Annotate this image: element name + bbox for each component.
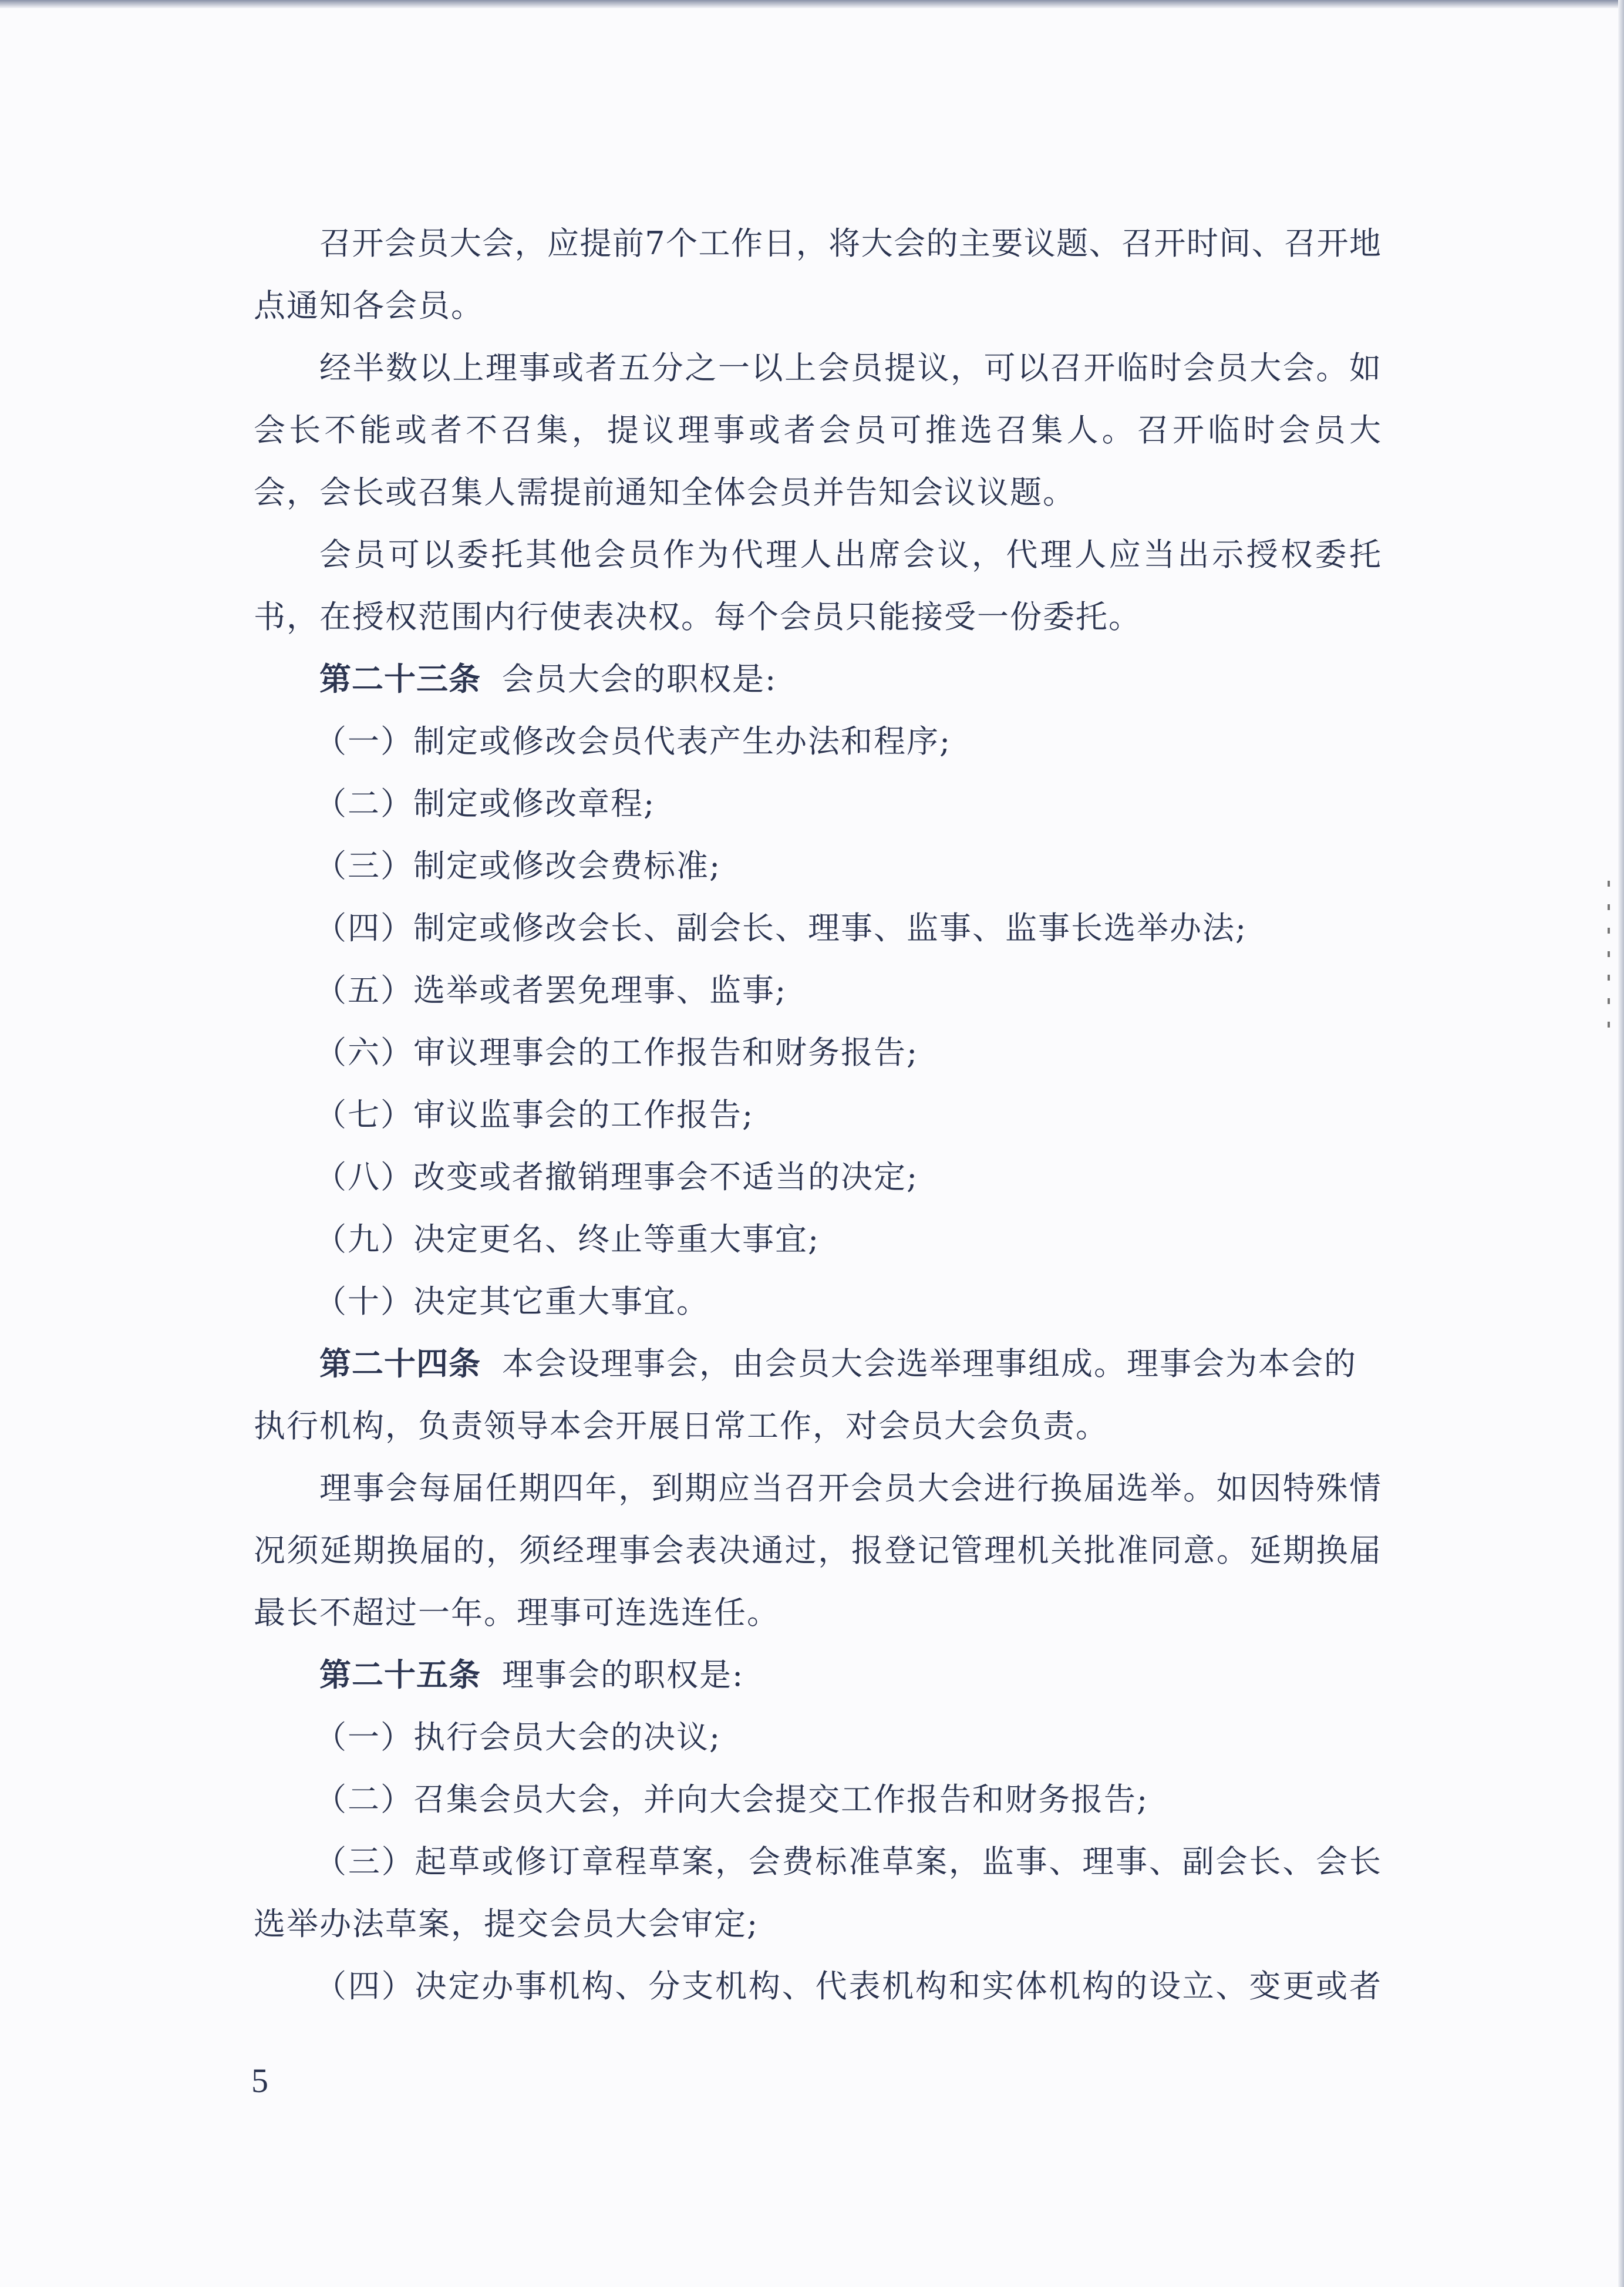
text-line bbox=[254, 1582, 1381, 1644]
article-line bbox=[254, 1644, 1381, 1706]
line-text: （八）改变或者撤销理事会不适当的决定; bbox=[315, 1158, 919, 1195]
list-item-line: （三）起草或修订章程草案，会费标准草案，监事、理事、副会长、会长 bbox=[315, 1843, 1381, 1880]
list-item-line bbox=[254, 1084, 1381, 1146]
line-text: 点通知各会员。 bbox=[254, 287, 484, 324]
line-text: （三）制定或修改会费标准; bbox=[315, 847, 722, 884]
line-text: （十）决定其它重大事宜。 bbox=[315, 1283, 709, 1320]
list-item-line: （四）决定办事机构、分支机构、代表机构和实体机构的设立、变更或者 bbox=[315, 1968, 1381, 2005]
article-number: 第二十五条 bbox=[319, 1656, 481, 1693]
line-text: （一）制定或修改会员代表产生办法和程序; bbox=[315, 723, 952, 760]
line-text: 本会设理事会，由会员大会选举理事组成。理事会为本会的 bbox=[502, 1345, 1357, 1382]
line-text: 会，会长或召集人需提前通知全体会员并告知会议议题。 bbox=[254, 474, 1076, 511]
article-line bbox=[254, 648, 1381, 710]
text-line: 况须延期换届的，须经理事会表决通过，报登记管理机关批准同意。延期换届 bbox=[254, 1532, 1381, 1569]
line-text: 选举办法草案，提交会员大会审定; bbox=[254, 1905, 759, 1942]
text-line bbox=[254, 275, 1381, 337]
text-line bbox=[254, 586, 1381, 648]
list-item-line bbox=[254, 1208, 1381, 1271]
text-line: 理事会每届任期四年，到期应当召开会员大会进行换届选举。如因特殊情 bbox=[319, 1470, 1381, 1507]
line-text: 理事会的职权是: bbox=[502, 1656, 744, 1693]
line-text: （七）审议监事会的工作报告; bbox=[315, 1096, 754, 1133]
page-number: 5 bbox=[251, 2062, 268, 2100]
text-line: 召开会员大会，应提前7个工作日，将大会的主要议题、召开时间、召开地 bbox=[319, 225, 1381, 262]
list-item-line bbox=[254, 1769, 1381, 1831]
list-item-line bbox=[254, 773, 1381, 835]
scan-edge-top bbox=[0, 0, 1624, 8]
list-item-line bbox=[254, 1706, 1381, 1769]
line-text: 书，在授权范围内行使表决权。每个会员只能接受一份委托。 bbox=[254, 598, 1141, 635]
line-text: 最长不超过一年。理事可连选连任。 bbox=[254, 1594, 780, 1631]
list-item-line bbox=[254, 1146, 1381, 1208]
text-line: 会员可以委托其他会员作为代理人出席会议，代理人应当出示授权委托 bbox=[319, 536, 1381, 573]
text-line: 会长不能或者不召集，提议理事或者会员可推选召集人。召开临时会员大 bbox=[254, 412, 1381, 449]
line-text: （二）召集会员大会，并向大会提交工作报告和财务报告; bbox=[315, 1781, 1149, 1818]
list-item-line bbox=[254, 1022, 1381, 1084]
text-line bbox=[254, 1893, 1381, 1955]
article-number: 第二十四条 bbox=[319, 1345, 481, 1382]
document-body bbox=[254, 213, 1381, 2017]
scan-edge-right bbox=[1618, 0, 1624, 2287]
text-line: 经半数以上理事或者五分之一以上会员提议，可以召开临时会员大会。如 bbox=[319, 349, 1381, 386]
line-text: （一）执行会员大会的决议; bbox=[315, 1719, 722, 1756]
line-text: 执行机构，负责领导本会开展日常工作，对会员大会负责。 bbox=[254, 1407, 1109, 1444]
line-text: （六）审议理事会的工作报告和财务报告; bbox=[315, 1034, 919, 1071]
line-text: （四）制定或修改会长、副会长、理事、监事、监事长选举办法; bbox=[315, 910, 1248, 947]
binding-marks bbox=[1608, 881, 1610, 1033]
text-line bbox=[254, 1395, 1381, 1457]
list-item-line bbox=[254, 897, 1381, 959]
article-line bbox=[254, 1333, 1381, 1395]
line-text: （二）制定或修改章程; bbox=[315, 785, 656, 822]
text-line bbox=[254, 462, 1381, 524]
line-text: （九）决定更名、终止等重大事宜; bbox=[315, 1221, 820, 1258]
list-item-line bbox=[254, 835, 1381, 897]
list-item-line bbox=[254, 959, 1381, 1022]
line-text: （五）选举或者罢免理事、监事; bbox=[315, 972, 787, 1009]
line-text: 会员大会的职权是: bbox=[502, 661, 777, 698]
article-number: 第二十三条 bbox=[319, 661, 481, 698]
list-item-line bbox=[254, 1271, 1381, 1333]
list-item-line bbox=[254, 710, 1381, 773]
